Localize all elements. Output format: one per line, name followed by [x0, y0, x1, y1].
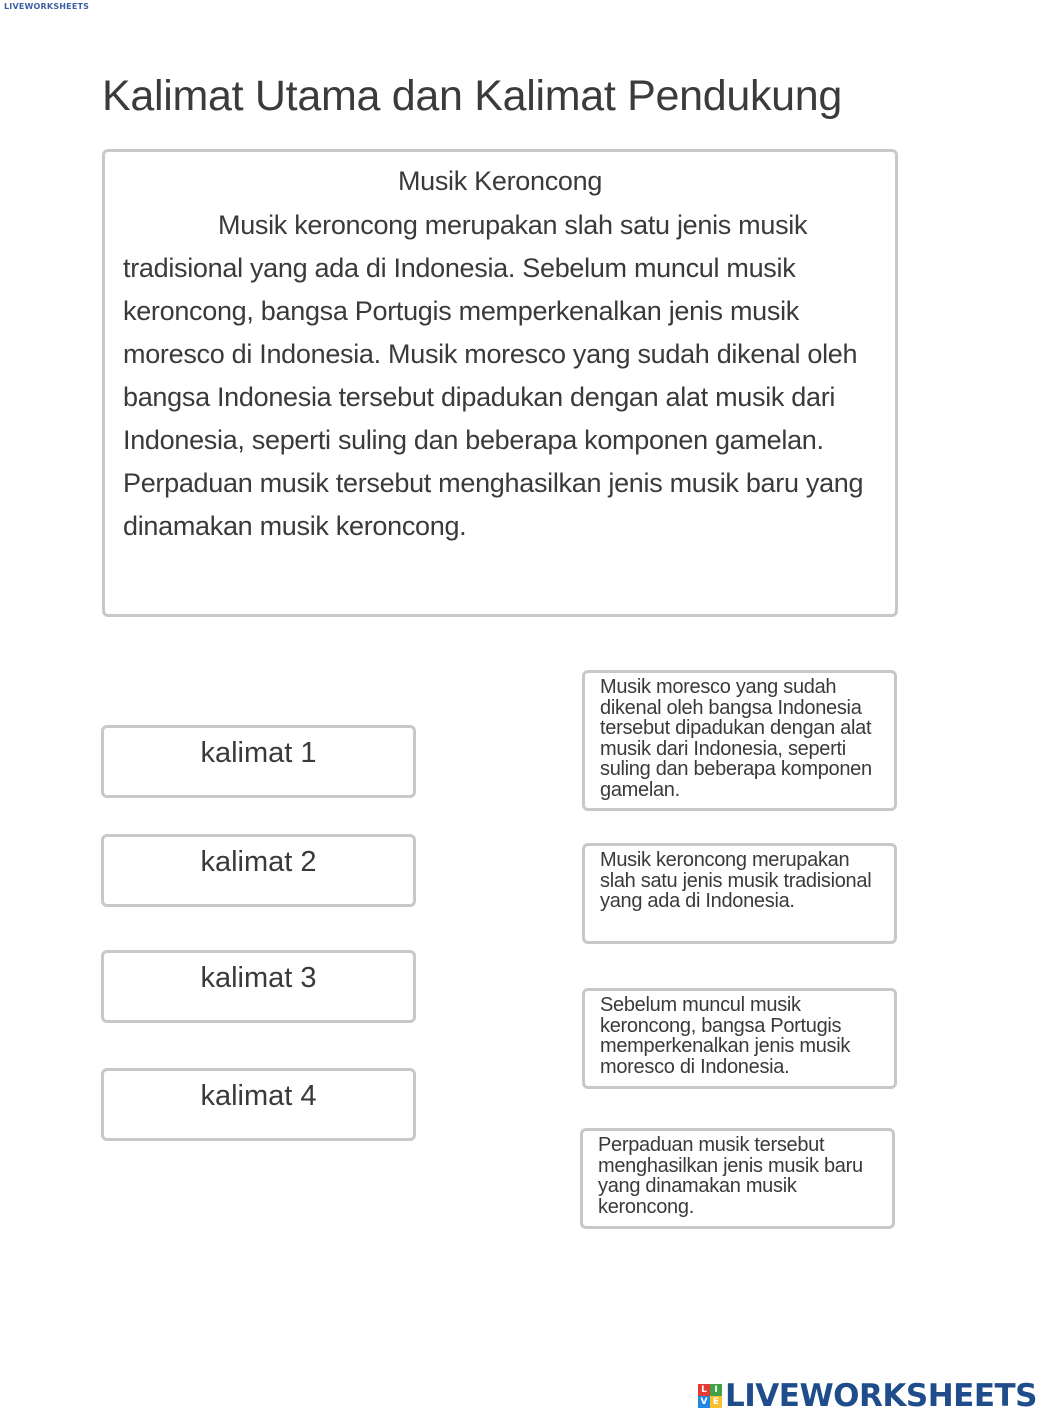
drag-card-text: Perpaduan musik tersebut menghasilkan jenis musik baru yang dinamakan musik keroncong.	[598, 1134, 863, 1218]
watermark-logo: LIVEWORKSHEETS	[4, 2, 90, 11]
drop-target-kalimat-3[interactable]	[101, 950, 416, 1023]
reading-title: Musik Keroncong	[397, 166, 603, 196]
logo-letter-e: E	[710, 1396, 722, 1408]
drag-card-3[interactable]	[582, 988, 897, 1089]
drop-target-kalimat-2[interactable]	[101, 834, 416, 907]
drop-target-label: kalimat 3	[200, 962, 317, 994]
liveworksheets-logo-icon	[698, 1384, 722, 1408]
page-title: Kalimat Utama dan Kalimat Pendukung	[102, 72, 843, 120]
drop-target-label: kalimat 1	[200, 737, 317, 769]
drop-target-label: kalimat 4	[200, 1080, 317, 1112]
drag-card-4[interactable]	[580, 1128, 895, 1229]
drag-card-text: Musik moresco yang sudah dikenal oleh bangsa Indonesia tersebut dipadukan dengan alat musik dari Indonesia, seperti suling dan beberapa komponen gamelan.	[600, 676, 872, 801]
logo-letter-v: V	[698, 1396, 710, 1408]
drop-target-label: kalimat 2	[200, 846, 317, 878]
liveworksheets-brand	[698, 1378, 1037, 1414]
logo-letter-l: L	[698, 1384, 710, 1396]
drag-card-2[interactable]	[582, 843, 897, 944]
drag-card-1[interactable]	[582, 670, 897, 811]
reading-passage-box	[102, 149, 898, 617]
brand-name: LIVEWORKSHEETS	[725, 1378, 1037, 1414]
drop-target-kalimat-4[interactable]	[101, 1068, 416, 1141]
logo-letter-i: I	[710, 1384, 722, 1396]
drag-card-text: Sebelum muncul musik keroncong, bangsa Portugis memperkenalkan jenis musik moresco di Indonesia.	[600, 994, 851, 1078]
reading-text: Musik keroncong merupakan slah satu jenis musik tradisional yang ada di Indonesia. Sebelum muncul musik keroncong, bangsa Portugis memperkenalkan jenis musik moresco di Indonesia. Musik moresco yang sudah dikenal oleh bangsa Indonesia tersebut dipadukan dengan alat musik dari Indonesia, seperti suling dan beberapa komponen gamelan. Perpaduan musik tersebut menghasilkan jenis musik baru yang dinamakan musik keroncong.	[123, 210, 864, 541]
drag-card-text: Musik keroncong merupakan slah satu jenis musik tradisional yang ada di Indonesia.	[600, 849, 872, 912]
drop-target-kalimat-1[interactable]	[101, 725, 416, 798]
